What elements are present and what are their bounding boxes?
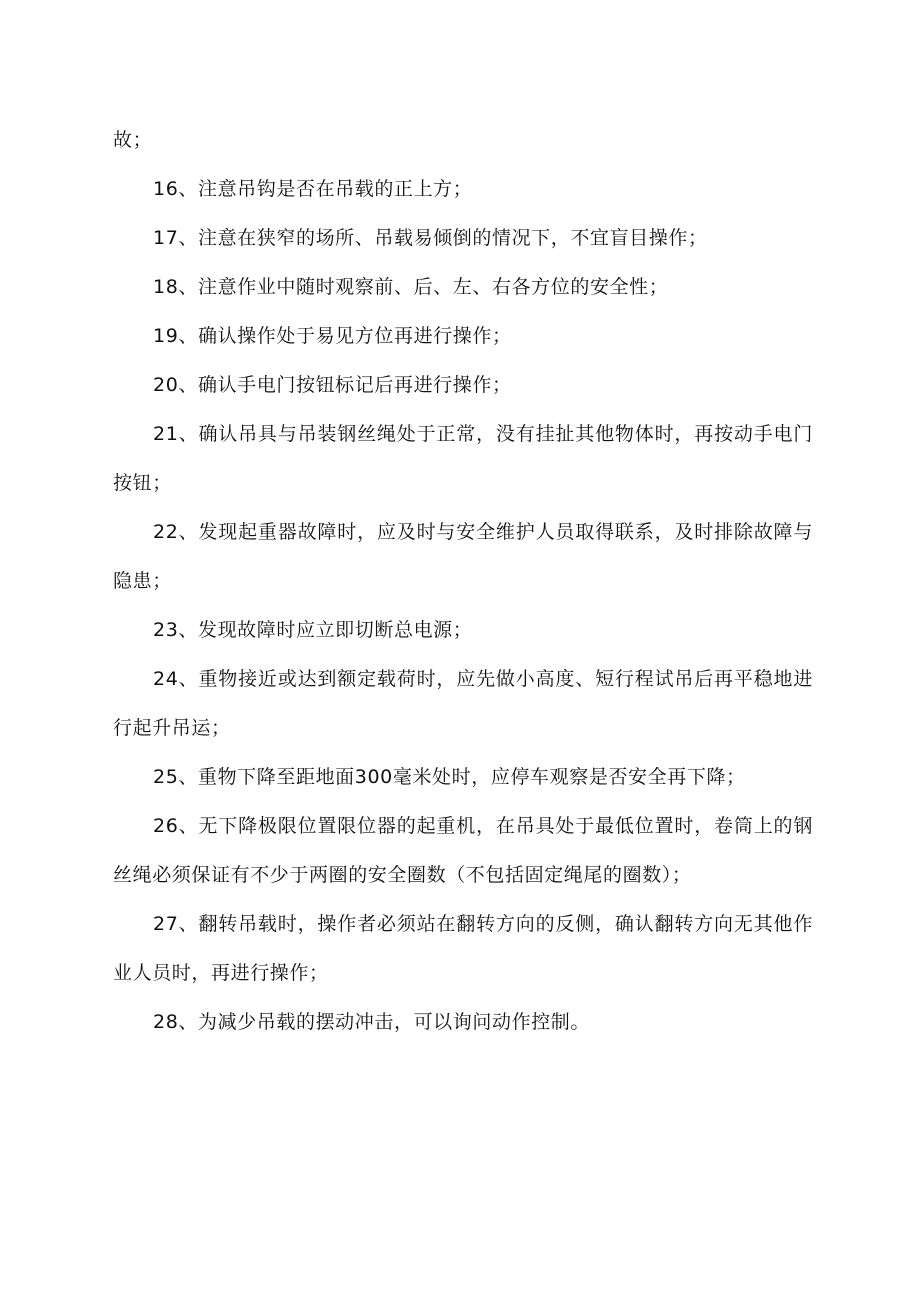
rule-22: 22、发现起重器故障时，应及时与安全维护人员取得联系，及时排除故障与隐患；: [113, 521, 813, 592]
document-body: [113, 116, 813, 1047]
rule-28: 28、为减少吊载的摆动冲击，可以询问动作控制。: [153, 1011, 590, 1033]
rule-23: 23、发现故障时应立即切断总电源；: [153, 619, 473, 641]
rule-19: 19、确认操作处于易见方位再进行操作；: [153, 325, 512, 347]
rule-18: 18、注意作业中随时观察前、后、左、右各方位的安全性；: [153, 276, 669, 298]
rule-27: 27、翻转吊载时，操作者必须站在翻转方向的反侧，确认翻转方向无其他作业人员时，再进行操作；: [113, 913, 813, 984]
rule-16: 16、注意吊钩是否在吊载的正上方；: [153, 178, 473, 200]
rule-25: 25、重物下降至距地面300毫米处时，应停车观察是否安全再下降；: [153, 766, 746, 788]
rule-21: 21、确认吊具与吊装钢丝绳处于正常，没有挂扯其他物体时，再按动手电门按钮；: [113, 423, 813, 494]
paragraph-continuation: 故；: [113, 129, 153, 151]
rule-26: 26、无下降极限位置限位器的起重机，在吊具处于最低位置时，卷筒上的钢丝绳必须保证有不少于两圈的安全圈数（不包括固定绳尾的圈数）；: [113, 815, 813, 886]
rule-24: 24、重物接近或达到额定载荷时，应先做小高度、短行程试吊后再平稳地进行起升吊运；: [113, 668, 813, 739]
rule-17: 17、注意在狭窄的场所、吊载易倾倒的情况下，不宜盲目操作；: [153, 227, 708, 249]
rule-20: 20、确认手电门按钮标记后再进行操作；: [153, 374, 512, 396]
